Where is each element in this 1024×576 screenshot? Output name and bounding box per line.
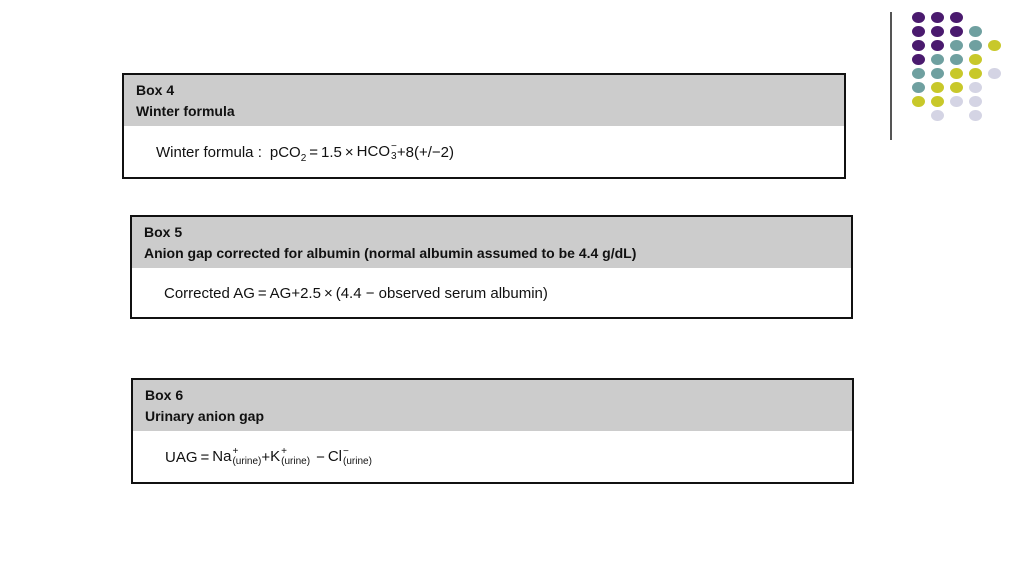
decorative-dot <box>969 54 982 65</box>
decorative-dot <box>912 82 925 93</box>
formula-lhs: UAG <box>165 448 198 466</box>
formula-equals: = <box>309 143 319 161</box>
decorative-dot <box>969 82 982 93</box>
box-6-title: Urinary anion gap <box>145 408 265 424</box>
formula-minus: − <box>316 448 325 466</box>
decorative-dot <box>950 96 963 107</box>
box-5-title: Anion gap corrected for albumin (normal albumin assumed to be 4.4 g/dL) <box>144 245 637 261</box>
formula-term-k: K + (urine) <box>270 446 311 467</box>
decorative-dot <box>969 96 982 107</box>
decorative-dot <box>931 26 944 37</box>
decorative-dot <box>950 54 963 65</box>
decorative-dot <box>931 12 944 23</box>
formula-inner: 4.4 − observed serum albumin <box>340 284 543 302</box>
decorative-dot <box>931 96 944 107</box>
box-6-formula <box>133 431 852 483</box>
formula-lhs: Corrected AG <box>164 284 255 302</box>
formula-paren-open: ( <box>335 284 341 302</box>
formula-equals: = <box>200 448 210 466</box>
decorative-divider-line <box>890 12 892 140</box>
box-6-header <box>133 380 852 431</box>
box-4 <box>122 73 846 179</box>
decorative-dot <box>931 82 944 93</box>
box-6-number: Box 6 <box>145 387 184 403</box>
formula-paren-close: ) <box>542 284 548 302</box>
decorative-dot <box>950 68 963 79</box>
box-6 <box>131 378 854 484</box>
formula-times: × <box>323 284 333 302</box>
decorative-dot <box>931 54 944 65</box>
box-5 <box>130 215 853 319</box>
decorative-dot <box>912 26 925 37</box>
decorative-dot <box>950 12 963 23</box>
decorative-dot <box>969 68 982 79</box>
box-4-title: Winter formula <box>136 103 235 119</box>
decorative-dot <box>931 40 944 51</box>
decorative-dot <box>988 68 1001 79</box>
formula-rhs: AG+2.5 <box>269 284 321 302</box>
formula-plus: + <box>261 448 271 466</box>
box-5-header <box>132 217 851 268</box>
formula-equals: = <box>257 284 267 302</box>
formula-plus: +8 <box>396 143 414 161</box>
decorative-dot <box>912 54 925 65</box>
box-4-header <box>124 75 844 126</box>
formula-times: × <box>344 143 354 161</box>
box-5-formula <box>132 268 851 318</box>
decorative-dot <box>969 26 982 37</box>
decorative-dot <box>931 110 944 121</box>
formula-coefficient: 1.5 <box>321 143 342 161</box>
formula-tail: (+/−2) <box>413 143 454 161</box>
decorative-dot <box>950 26 963 37</box>
formula-term-na: Na + (urine) <box>212 446 262 467</box>
decorative-dot <box>912 12 925 23</box>
decorative-dot <box>912 40 925 51</box>
formula-label: Winter formula : <box>156 143 262 161</box>
decorative-dot <box>950 40 963 51</box>
box-4-formula <box>124 126 844 178</box>
decorative-dot <box>931 68 944 79</box>
decorative-dot <box>969 110 982 121</box>
decorative-dot <box>988 40 1001 51</box>
decorative-dot <box>969 40 982 51</box>
formula-term: HCO − 3 <box>356 141 397 162</box>
box-5-number: Box 5 <box>144 224 183 240</box>
decorative-dot <box>950 82 963 93</box>
decorative-dot <box>912 68 925 79</box>
decorative-dot <box>912 96 925 107</box>
formula-lhs: pCO$_2$ <box>269 143 307 164</box>
box-4-number: Box 4 <box>136 82 175 98</box>
formula-term-cl: Cl − (urine) <box>327 446 372 467</box>
